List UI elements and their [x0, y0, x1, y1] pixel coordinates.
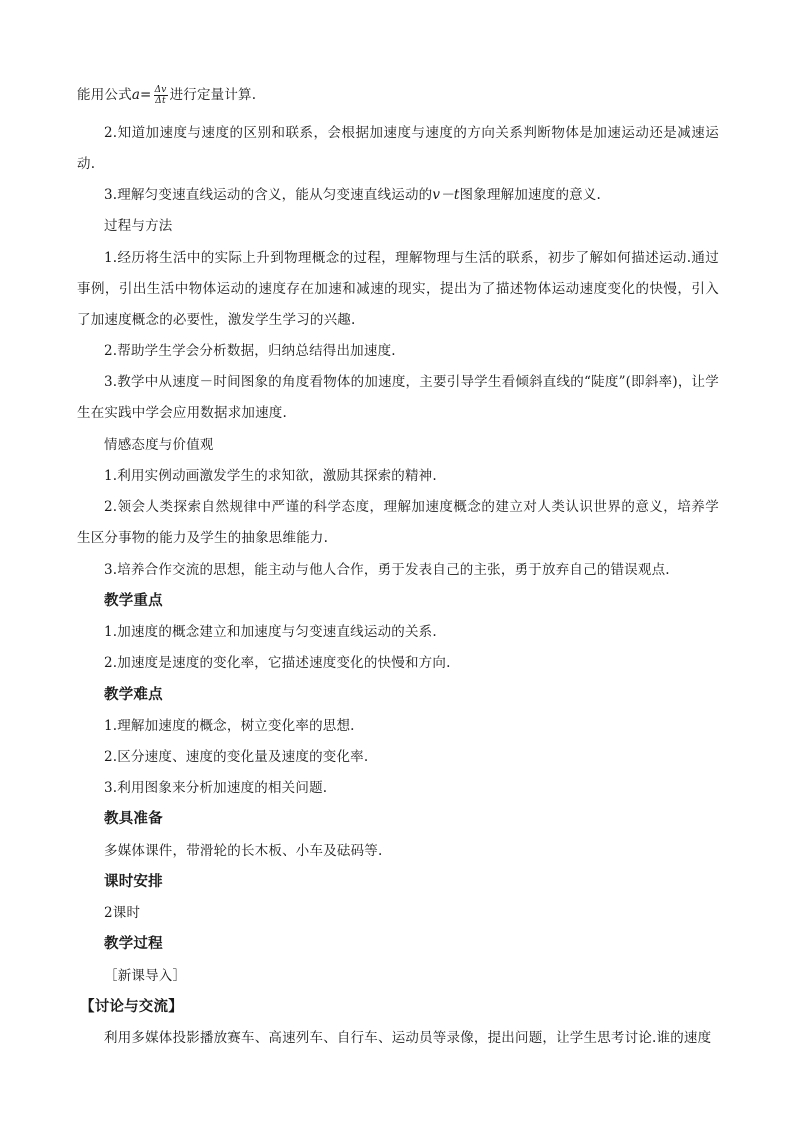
- paragraph-14: 3.利用图象来分析加速度的相关问题.: [104, 780, 328, 796]
- paragraph-2: 2.知道加速度与速度的区别和联系，会根据加速度与速度的方向关系判断物体是加速运动还是减速运动.: [77, 125, 719, 172]
- heading-schedule: 课时安排: [104, 874, 163, 890]
- paragraph-5: 2.帮助学生学会分析数据，归纳总结得出加速度.: [104, 343, 396, 359]
- formula-line: [77, 80, 719, 111]
- formula-prefix: 能用公式: [77, 87, 132, 103]
- paragraph-13: 2.区分速度、速度的变化量及速度的变化率.: [104, 749, 369, 765]
- vt-symbol: v－t: [432, 187, 460, 203]
- paragraph-17: ［新课导入］: [104, 968, 187, 984]
- fraction-denominator: Δt: [155, 96, 166, 106]
- paragraph-3: [77, 180, 719, 211]
- heading-process-methods: 过程与方法: [104, 218, 173, 234]
- heading-emotion-values: 情感态度与价值观: [104, 437, 214, 453]
- paragraph-15: 多媒体课件，带滑轮的长木板、小车及砝码等.: [104, 843, 383, 859]
- paragraph-19: 利用多媒体投影播放赛车、高速列车、自行车、运动员等录像，提出问题，让学生思考讨论.谁的速度: [104, 1030, 712, 1046]
- formula-suffix: 进行定量计算.: [169, 87, 257, 103]
- heading-teaching-process: 教学过程: [104, 936, 163, 952]
- heading-difficult-points: 教学难点: [104, 687, 163, 703]
- heading-key-points: 教学重点: [104, 593, 163, 609]
- paragraph-3-prefix: 3.理解匀变速直线运动的含义，能从匀变速直线运动的: [104, 187, 433, 203]
- paragraph-4: 1.经历将生活中的实际上升到物理概念的过程，理解物理与生活的联系，初步了解如何描述运动.通过事例，引出生活中物体运动的速度存在加速和减速的现实，提出为了描述物体运动速度变化的快慢，引入了加速度概念的必要性，激发学生学习的兴趣.: [77, 250, 719, 328]
- paragraph-9: 3.培养合作交流的思想，能主动与他人合作，勇于发表自己的主张，勇于放弃自己的错误观点.: [104, 562, 670, 578]
- formula-fraction: [154, 85, 168, 106]
- heading-teaching-tools: 教具准备: [104, 811, 163, 827]
- heading-discussion: 【讨论与交流】: [80, 999, 183, 1015]
- paragraph-11: 2.加速度是速度的变化率，它描述速度变化的快慢和方向.: [104, 655, 451, 671]
- fraction-numerator: Δv: [154, 85, 167, 95]
- paragraph-10: 1.加速度的概念建立和加速度与匀变速直线运动的关系.: [104, 624, 437, 640]
- paragraph-3-suffix: 图象理解加速度的意义.: [459, 187, 602, 203]
- paragraph-8: 2.领会人类探索自然规律中严谨的科学态度，理解加速度概念的建立对人类认识世界的意义，培养学生区分事物的能力及学生的抽象思维能力.: [77, 499, 719, 546]
- paragraph-16: 2课时: [104, 905, 141, 921]
- paragraph-7: 1.利用实例动画激发学生的求知欲，激励其探索的精神.: [104, 468, 437, 484]
- formula-variable: a=: [131, 87, 152, 103]
- paragraph-12: 1.理解加速度的概念，树立变化率的思想.: [104, 718, 355, 734]
- paragraph-6: 3.教学中从速度－时间图象的角度看物体的加速度，主要引导学生看倾斜直线的“陡度”(即斜率)，让学生在实践中学会应用数据求加速度.: [77, 374, 719, 421]
